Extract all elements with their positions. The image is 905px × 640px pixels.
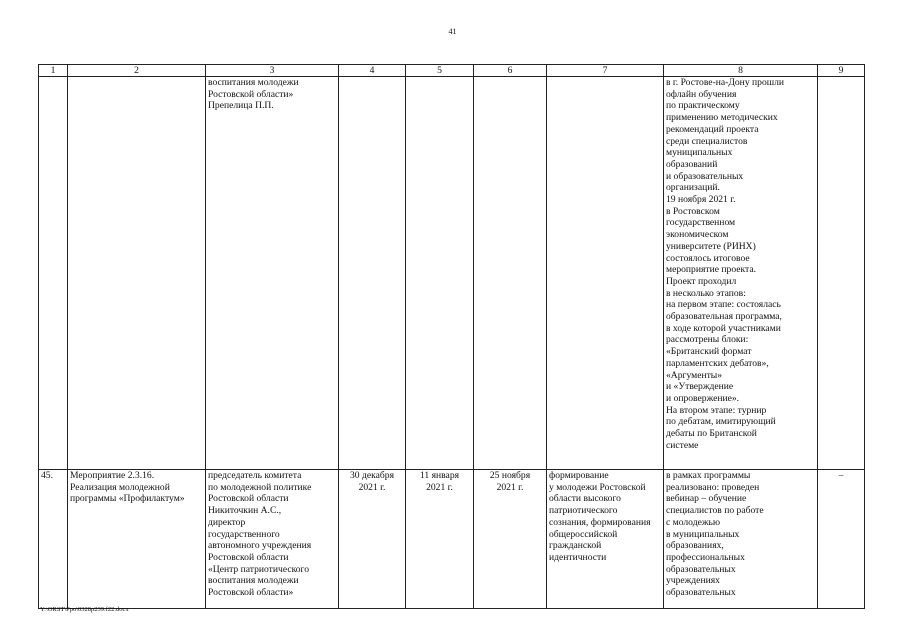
- expected-result-cell: [547, 77, 664, 470]
- column-header: 6: [474, 65, 547, 77]
- expected-result-cell: формирование у молодежи Ростовской области высокого патриотического сознания, формирования общероссийской гражданской идентичности: [547, 470, 664, 609]
- planned-date-cell: [339, 77, 406, 470]
- actual-result-cell: в г. Ростове-на-Дону прошли офлайн обучения по практическому применению методических рекомендаций проекта среди специалистов муниципальных образований и образовательных организаций. 19 ноября 2021 г. в Ростовском государственном экономическом университете (РИНХ) состоялось итоговое мероприятие проекта. Проект проходил в несколько этапов: на первом этапе: состоялась образовательная программа, в ходе которой участниками рассмотрены блоки: «Британский формат парламентских дебатов», «Аргументы» и «Утверждение и опровержение». На втором этапе: турнир по дебатам, имитирующий дебаты по Британской системе: [664, 77, 818, 470]
- end-date-cell: 25 ноября 2021 г.: [474, 470, 547, 609]
- column-header: 5: [406, 65, 474, 77]
- notes-cell: [818, 77, 865, 470]
- end-date-cell: [474, 77, 547, 470]
- notes-cell: –: [818, 470, 865, 609]
- column-header: 4: [339, 65, 406, 77]
- document-file-path: Y:\ORST\Ppo\0328p239.f22.docx: [40, 606, 129, 613]
- column-header: 7: [547, 65, 664, 77]
- column-header: 2: [68, 65, 206, 77]
- start-date-cell: 11 января 2021 г.: [406, 470, 474, 609]
- report-table: [38, 64, 865, 609]
- event-name-cell: [68, 77, 206, 470]
- page-number: 41: [448, 27, 457, 36]
- column-header: 1: [39, 65, 68, 77]
- actual-result-cell: в рамках программы реализовано: проведен вебинар – обучение специалистов по работе с молодежью в муниципальных образованиях, профессиональных образовательных учреждениях образовательных: [664, 470, 818, 609]
- responsible-cell: воспитания молодежи Ростовской области» Препелица П.П.: [206, 77, 339, 470]
- row-number-cell: [39, 77, 68, 470]
- column-number-row: [39, 65, 865, 77]
- column-header: 8: [664, 65, 818, 77]
- column-header: 9: [818, 65, 865, 77]
- responsible-cell: председатель комитета по молодежной политике Ростовской области Никиточкин А.С., директор государственного автономного учреждения Ростовской области «Центр патриотического воспитания молодежи Ростовской области»: [206, 470, 339, 609]
- table-row: [39, 77, 865, 470]
- planned-date-cell: 30 декабря 2021 г.: [339, 470, 406, 609]
- table-row: [39, 470, 865, 609]
- start-date-cell: [406, 77, 474, 470]
- row-number-cell: 45.: [39, 470, 68, 609]
- column-header: 3: [206, 65, 339, 77]
- event-name-cell: Мероприятие 2.3.16. Реализация молодежной программы «Профилактум»: [68, 470, 206, 609]
